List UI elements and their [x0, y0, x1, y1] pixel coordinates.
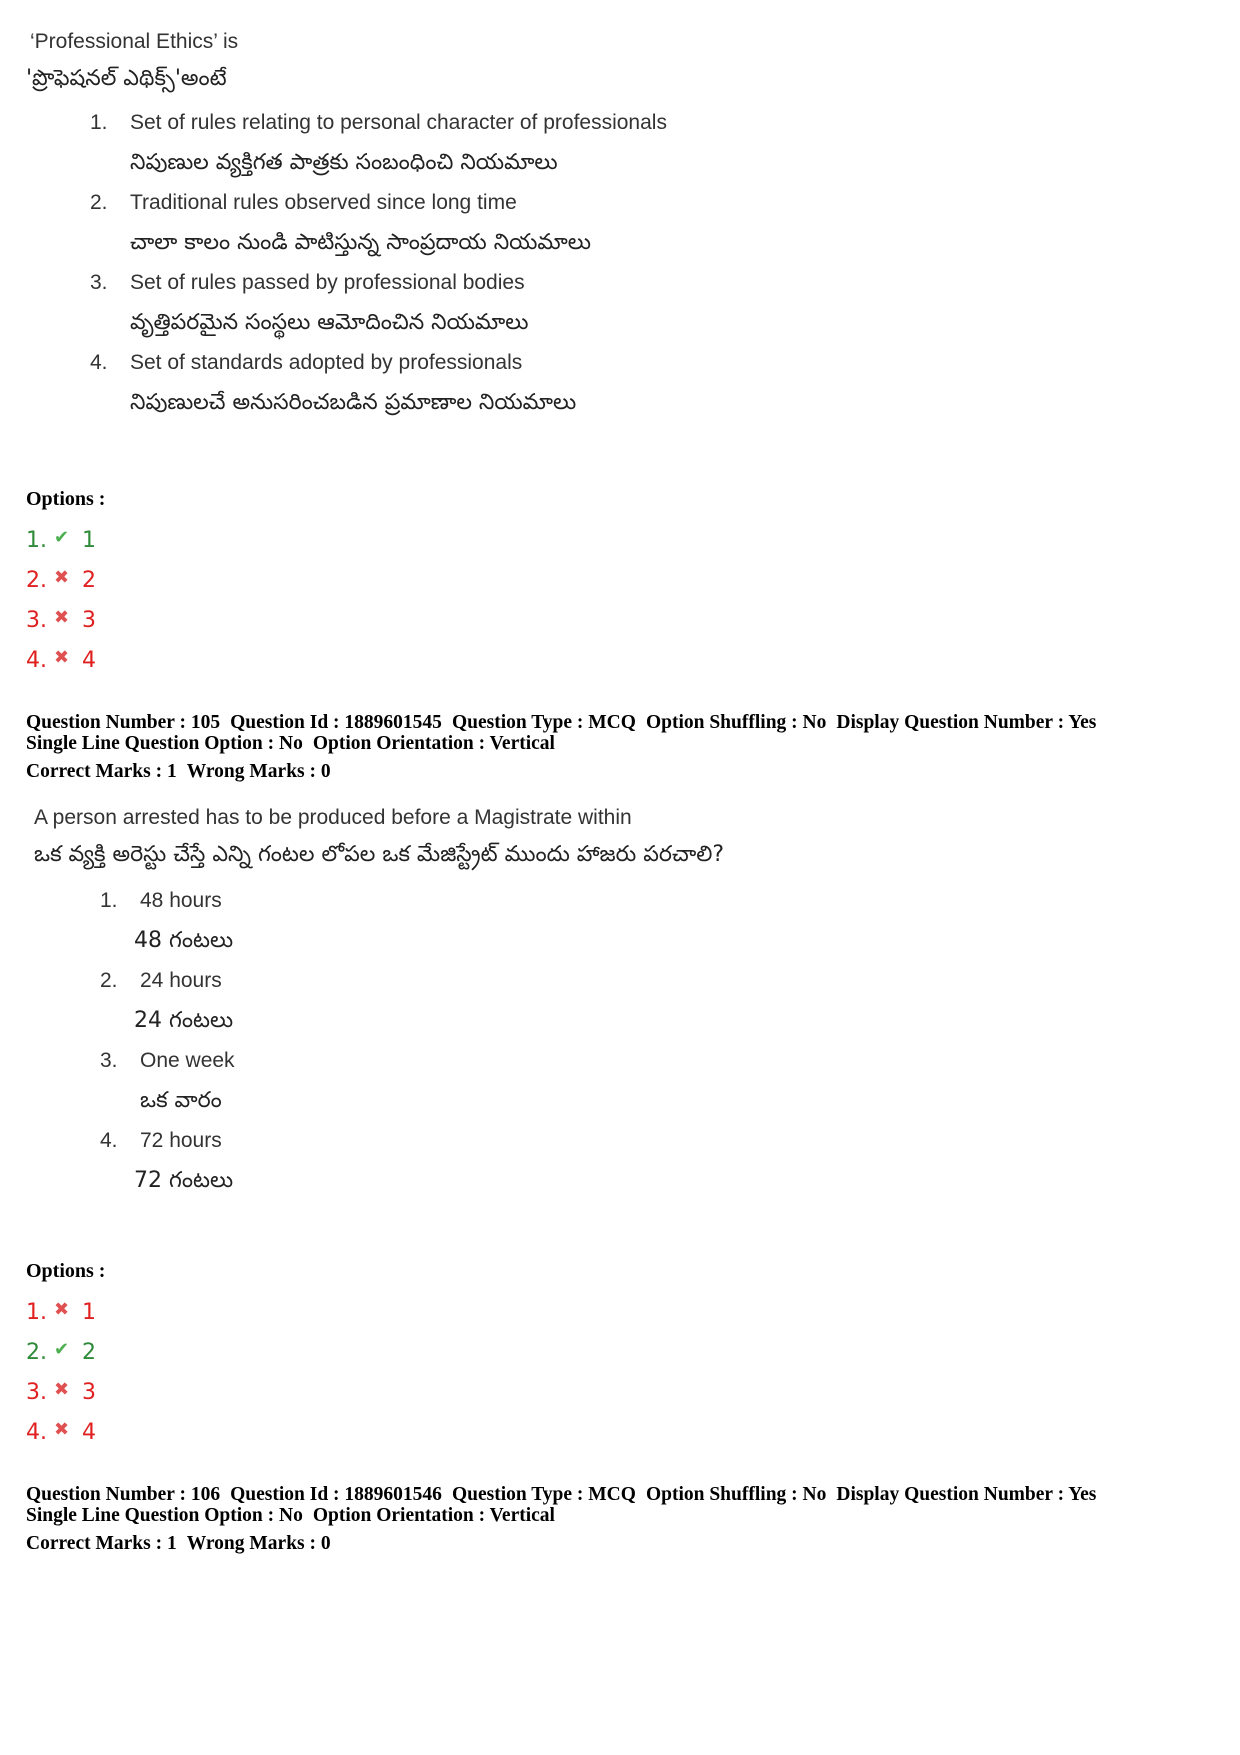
choice-en: 2. Traditional rules observed since long time: [90, 191, 517, 214]
option-1: 1. ✖ 1: [26, 1290, 105, 1330]
option-1: 1. ✔ 1: [26, 518, 105, 558]
options-title: Options :: [26, 488, 106, 510]
question-stem-te: 'ప్రొఫెషనల్ ఎథిక్స్'అంటే: [26, 66, 227, 91]
options-list-1: [26, 488, 105, 678]
cross-icon: ✖: [54, 567, 70, 588]
option-3: 3. ✖ 3: [26, 1370, 105, 1410]
cross-icon: ✖: [54, 607, 70, 628]
choice-te: 48 గంటలు: [134, 928, 234, 953]
choice-te: 72 గంటలు: [134, 1168, 234, 1193]
choice-te: నిపుణులచే అనుసరించబడిన ప్రమాణాల నియమాలు: [130, 390, 577, 415]
option-4: 4. ✖ 4: [26, 1410, 105, 1450]
choice-en: 2. 24 hours: [100, 969, 222, 992]
cross-icon: ✖: [54, 1299, 70, 1320]
choice-en: 1. 48 hours: [100, 889, 222, 912]
choice-en: 1. Set of rules relating to personal character of professionals: [90, 111, 667, 134]
check-icon: ✔: [54, 1339, 70, 1360]
option-3: 3. ✖ 3: [26, 598, 105, 638]
choice-en: 4. 72 hours: [100, 1129, 222, 1152]
cross-icon: ✖: [54, 647, 70, 668]
option-2: 2. ✔ 2: [26, 1330, 105, 1370]
choice-te: చాలా కాలం నుండి పాటిస్తున్న సాంప్రదాయ నియమాలు: [130, 230, 591, 255]
option-4: 4. ✖ 4: [26, 638, 105, 678]
choice-en: 3. One week: [100, 1049, 235, 1072]
question-meta-105: Question Number : 105 Question Id : 1889601545 Question Type : MCQ Option Shuffling : No Display Question Number : Yes Single Line Question Option : No Option Orientation : Vertical Correct Marks : 1 Wrong Marks : 0: [26, 712, 1097, 782]
check-icon: ✔: [54, 527, 70, 548]
question-image-2: [26, 806, 724, 1202]
options-list-2: [26, 1260, 105, 1450]
cross-icon: ✖: [54, 1379, 70, 1400]
question-stem-te: ఒక వ్యక్తి అరెస్టు చేస్తే ఎన్ని గంటల లోపల ఒక మేజిస్ట్రేట్ ముందు హాజరు పరచాలి?: [34, 842, 725, 867]
choice-en: 3. Set of rules passed by professional bodies: [90, 271, 525, 294]
cross-icon: ✖: [54, 1419, 70, 1440]
choice-te: నిపుణుల వ్యక్తిగత పాత్రకు సంబంధించి నియమాలు: [130, 150, 558, 175]
question-image-1: [26, 30, 667, 424]
choice-en: 4. Set of standards adopted by professionals: [90, 351, 523, 374]
options-title: Options :: [26, 1260, 106, 1282]
option-2: 2. ✖ 2: [26, 558, 105, 598]
choice-te: ఒక వారం: [140, 1088, 222, 1113]
question-meta-106: Question Number : 106 Question Id : 1889601546 Question Type : MCQ Option Shuffling : No Display Question Number : Yes Single Line Question Option : No Option Orientation : Vertical Correct Marks : 1 Wrong Marks : 0: [26, 1484, 1097, 1554]
question-stem-en: A person arrested has to be produced before a Magistrate within: [34, 806, 632, 829]
question-stem-en: ‘Professional Ethics’ is: [30, 30, 239, 53]
choice-te: వృత్తిపరమైన సంస్థలు ఆమోదించిన నియమాలు: [130, 310, 529, 335]
choice-te: 24 గంటలు: [134, 1008, 234, 1033]
